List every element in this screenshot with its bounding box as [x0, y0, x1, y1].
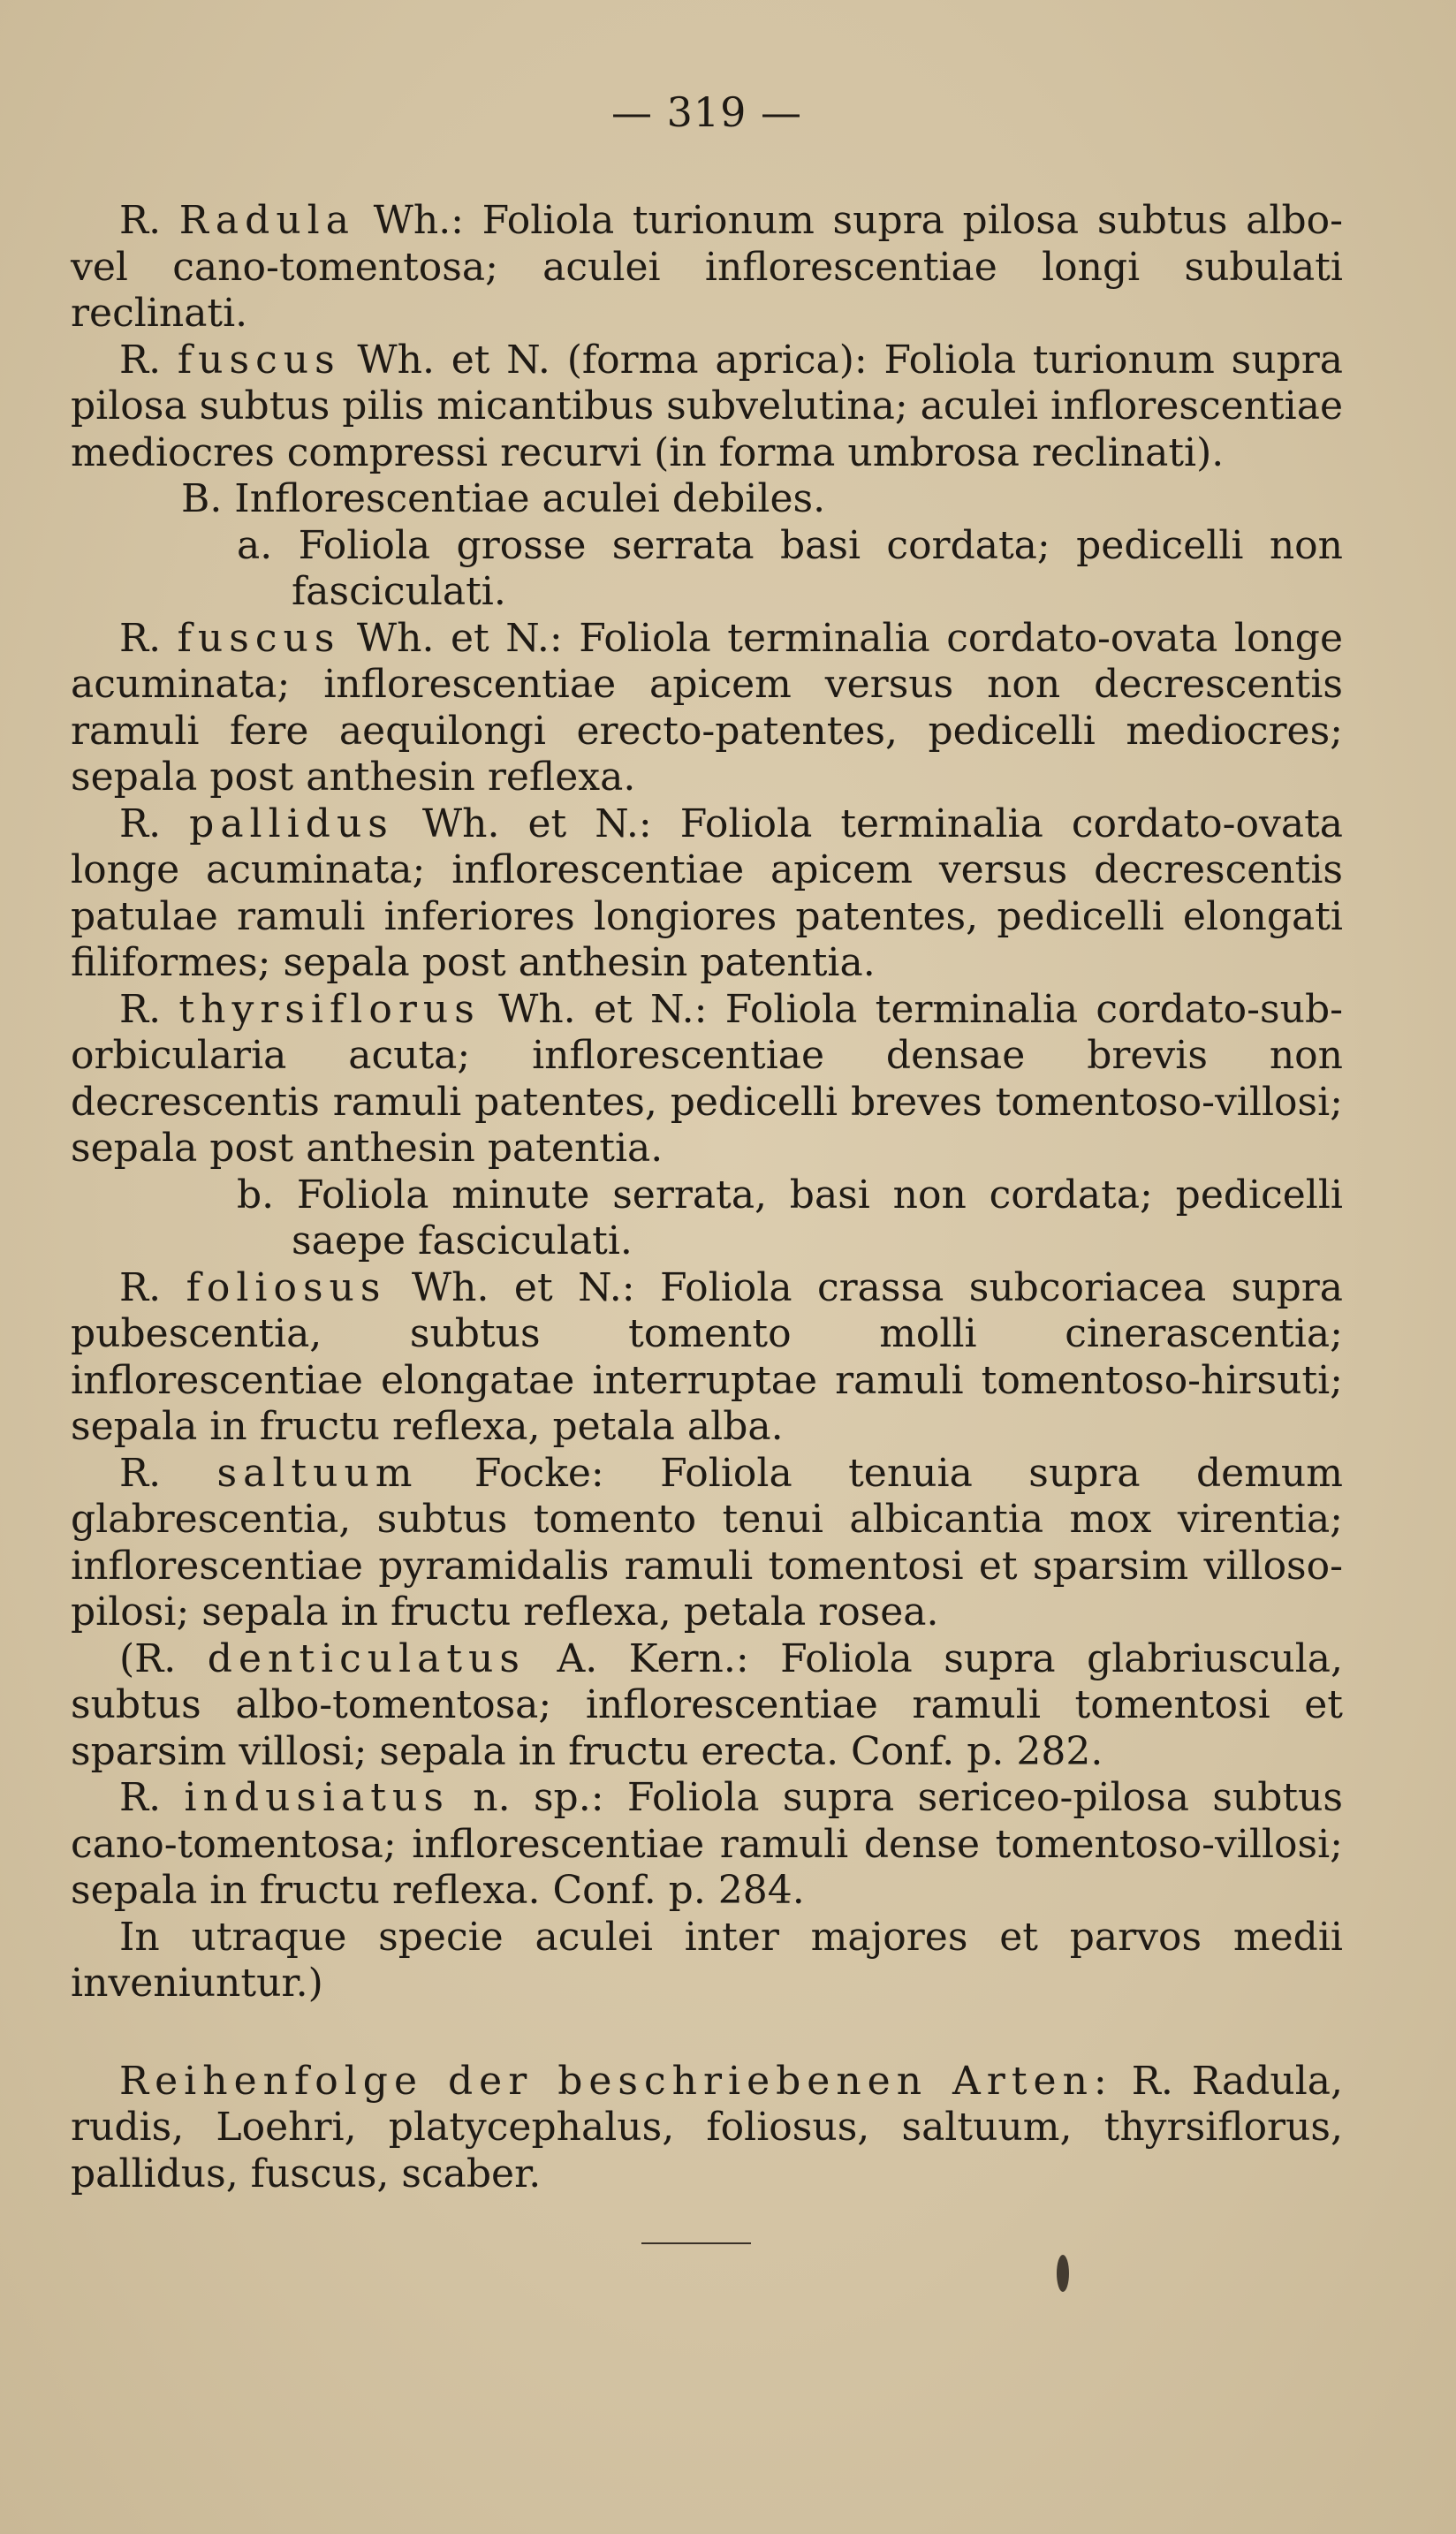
entry-prefix: R. — [119, 615, 178, 661]
entry-radula — [71, 198, 1343, 338]
entry-prefix: R. — [119, 337, 178, 383]
entry-text: Wh. et N.: Foliola terminalia cordato-ovata longe acuminata; inflorescentiae apicem versus non decrescentis ramuli fere aequilongi erecto-patentes, pedicelli mediocres; sepala post anthesin reflexa. — [71, 615, 1344, 800]
ink-spot — [1057, 2255, 1069, 2292]
entry-prefix: R. — [119, 800, 190, 846]
entry-text: Wh. et N.: Foliola terminalia cordato-ovata longe acuminata; inflorescentiae apicem versus decrescentis patulae ramuli inferiores longiores patentes, pedicelli elongati filiformes; sepala post anthesin patentia. — [71, 800, 1343, 985]
species-name: fuscus — [177, 337, 341, 383]
subsection-b-heading: b. Foliola minute serrata, basi non cordata; pedicelli saepe fasciculati. — [237, 1172, 1343, 1263]
entry-text: n. sp.: Foliola supra sericeo-pilosa subtus cano-tomentosa; inflorescentiae ramuli dense tomentoso-villosi; sepala in fructu reflexa. Conf. p. 284. — [71, 1775, 1343, 1913]
entry-text: Focke: Foliola tenuia supra demum glabrescentia, subtus tomento tenui albicantia mox virentia; inflorescentiae pyramidalis ramuli tomentosi et sparsim villoso-pilosi; sepala in fructu reflexa, petala rosea. — [71, 1450, 1343, 1635]
entry-prefix: R. — [119, 198, 179, 243]
entry-saltuum — [71, 1451, 1343, 1636]
entry-thyrsiflorus — [71, 987, 1343, 1172]
spacer — [71, 2007, 1343, 2059]
species-name: fuscus — [177, 615, 341, 661]
entry-prefix: R. — [119, 1264, 186, 1310]
entry-prefix: R. — [119, 1775, 185, 1820]
species-name: thyrsiflorus — [178, 986, 481, 1032]
species-name: pallidus — [189, 800, 394, 846]
species-name: Radula — [178, 198, 355, 243]
entry-pallidus — [71, 801, 1343, 987]
entry-text: Wh. et N.: Foliola terminalia cordato-sub-orbicularia acuta; inflorescentiae densae brevis non decrescentis ramuli patentes, pedicelli breves tomentoso-villosi; sepala post anthesin patentia. — [71, 986, 1343, 1171]
species-order-text: R. Radula, rudis, Loehri, platycephalus, foliosus, saltuum, thyrsiflorus, pallidus, fuscus, scaber. — [71, 2058, 1343, 2196]
species-order-paragraph — [71, 2059, 1343, 2198]
entry-prefix: (R. — [119, 1635, 208, 1681]
entry-fuscus-aprica — [71, 338, 1343, 477]
note-paragraph: In utraque specie aculei inter majores et parvos medii inveniuntur.) — [71, 1914, 1343, 2006]
species-name: denticulatus — [207, 1635, 526, 1681]
species-name: saltuum — [216, 1450, 419, 1496]
entry-text: A. Kern.: Foliola supra glabriuscula, subtus albo-tomentosa; inflorescentiae ramuli tomentosi et sparsim villosi; sepala in fructu erecta. Conf. p. 282. — [71, 1635, 1343, 1774]
section-b-heading: B. Inflorescentiae aculei debiles. — [181, 476, 826, 521]
entry-prefix: R. — [119, 986, 179, 1032]
subsection-a-heading: a. Foliola grosse serrata basi cordata; pedicelli non fasciculati. — [237, 522, 1343, 614]
entry-fuscus — [71, 616, 1343, 801]
entry-foliosus — [71, 1265, 1343, 1451]
species-name: foliosus — [186, 1264, 387, 1310]
species-name: indusiatus — [184, 1775, 450, 1820]
entry-denticulatus — [71, 1636, 1343, 1776]
species-order-heading: Reihenfolge der beschriebenen Arten: — [119, 2058, 1113, 2104]
entry-prefix: R. — [119, 1450, 217, 1496]
end-divider — [641, 2242, 751, 2244]
entry-text: Wh. et N.: Foliola crassa subcoriacea supra pubescentia, subtus tomento molli cinerascentia; inflorescentiae elongatae interruptae ramuli tomentoso-hirsuti; sepala in fructu reflexa, petala alba. — [71, 1264, 1343, 1449]
entry-indusiatus — [71, 1775, 1343, 1915]
page — [71, 88, 1343, 2197]
page-number: — 319 — — [610, 88, 803, 136]
entry-text: Wh. et N. (forma aprica): Foliola turionum supra pilosa subtus pilis micantibus subvelutina; aculei inflorescentiae mediocres compressi recurvi (in forma umbrosa reclinati). — [71, 337, 1343, 475]
entry-text: Wh.: Foliola turionum supra pilosa subtus albo-vel cano-tomentosa; aculei inflorescentiae longi subulati reclinati. — [71, 198, 1343, 336]
